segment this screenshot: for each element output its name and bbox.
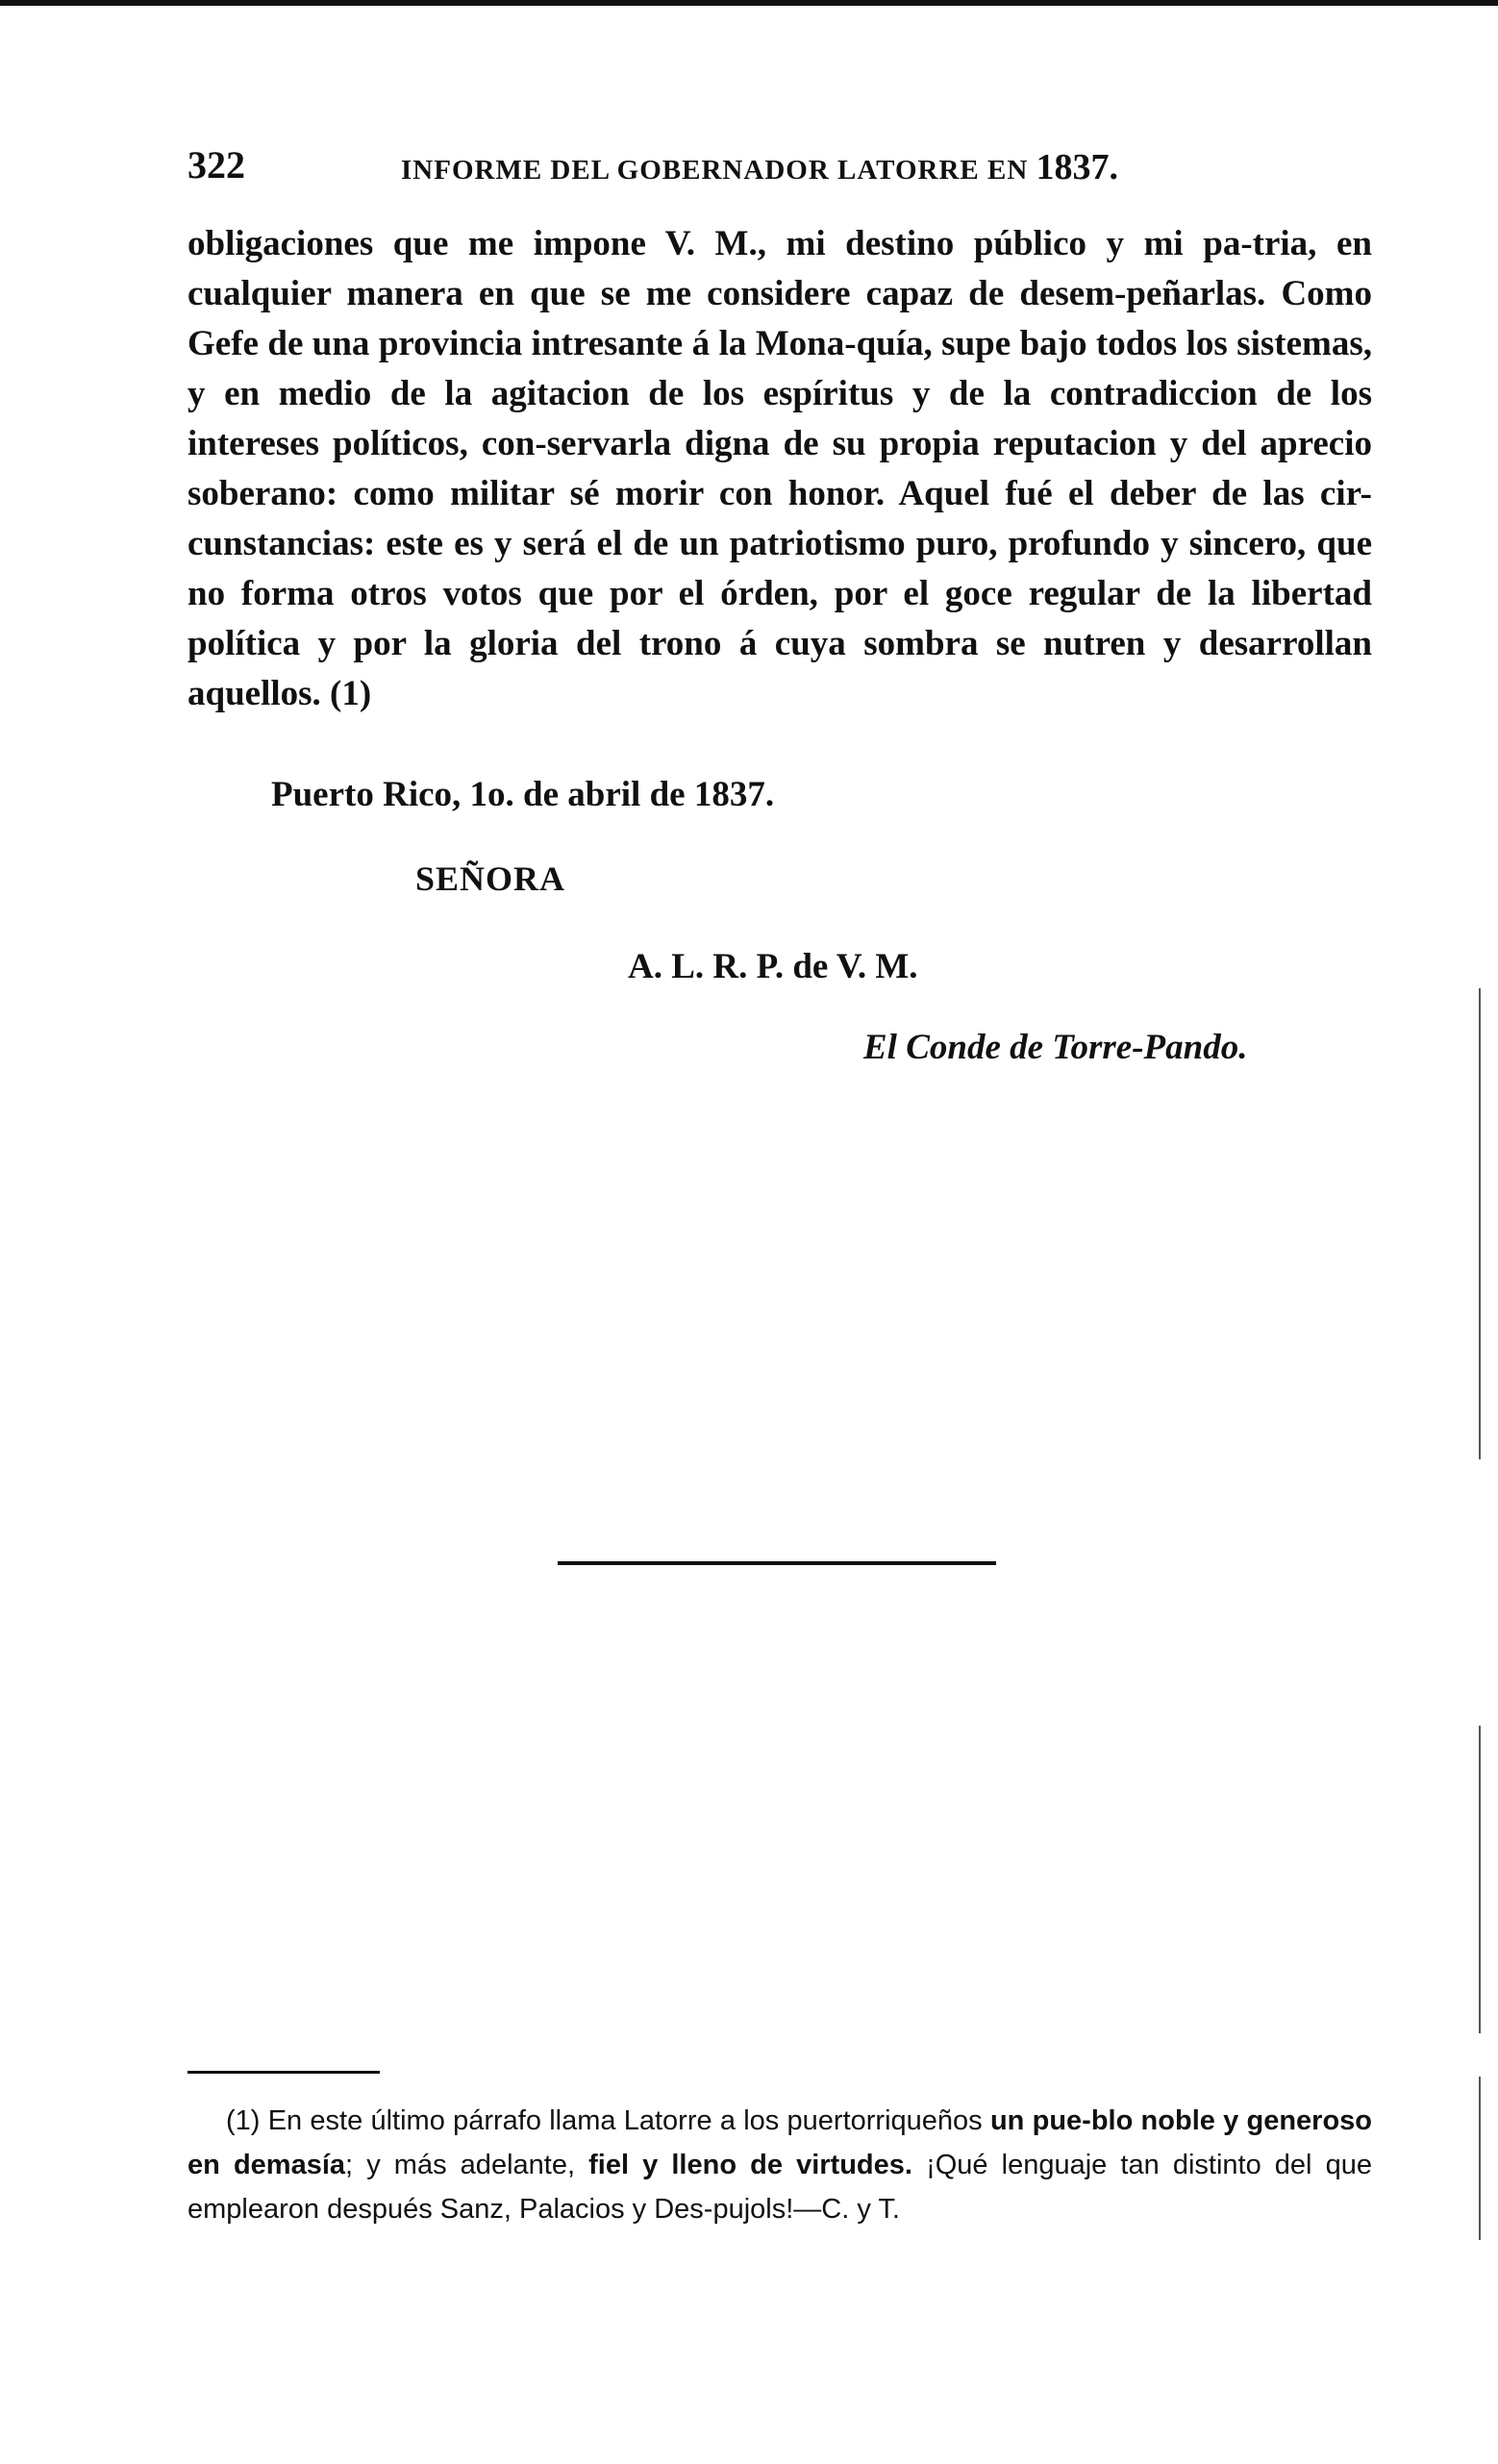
footnote-rule [187,2071,380,2074]
top-border-rule [0,0,1498,6]
signature: El Conde de Torre-Pando. [863,1028,1248,1067]
footnote-text-1: En este último párrafo llama Latorre a los puertorriqueños [267,2105,983,2136]
scan-margin-line [1479,988,1481,1459]
scan-margin-line [1479,1726,1481,2033]
section-separator-rule [558,1561,996,1565]
page-number: 322 [187,143,245,187]
footnote-marker: (1) [226,2105,261,2136]
salutation: SEÑORA [415,859,566,898]
footnote [187,2099,1372,2231]
page-header [187,138,1370,196]
body-paragraph: obligaciones que me impone V. M., mi destino público y mi pa-tria, en cualquier manera en que se me considere capaz de desem-peñarlas. Como Gefe de una provincia intresante á la Mona-quía, supe bajo todos los sistemas, y en medio de la agitacion de los espíritus y de la contradiccion de los intereses políticos, con-servarla digna de su propia reputacion y del aprecio soberano: como militar sé morir con honor. Aquel fué el deber de las cir-cunstancias: este es y será el de un patriotismo puro, profundo y sincero, que no forma otros votos que por el órden, por el goce regular de la libertad política y por la gloria del trono á cuya sombra se nutren y desarrollan aquellos. (1) [187,224,1372,713]
running-title [401,146,1118,188]
footnote-text-3: ¡Qué lenguaje tan distinto del que emplearon después Sanz, Palacios y Des-pujols!—C. y T. [187,2150,1372,2225]
footnote-text-2: ; y más adelante, [345,2150,576,2180]
scan-margin-line [1479,2077,1481,2240]
running-title-text: INFORME DEL GOBERNADOR LATORRE EN [401,155,1029,186]
closing-abbreviation: A. L. R. P. de V. M. [628,947,918,986]
footnote-emphasis-1: un pue-blo noble y generoso en demasía [187,2105,1373,2180]
dateline: Puerto Rico, 1o. de abril de 1837. [271,775,775,814]
running-title-year: 1837. [1036,147,1119,187]
footnote-emphasis-2: fiel y lleno de virtudes. [588,2150,912,2180]
